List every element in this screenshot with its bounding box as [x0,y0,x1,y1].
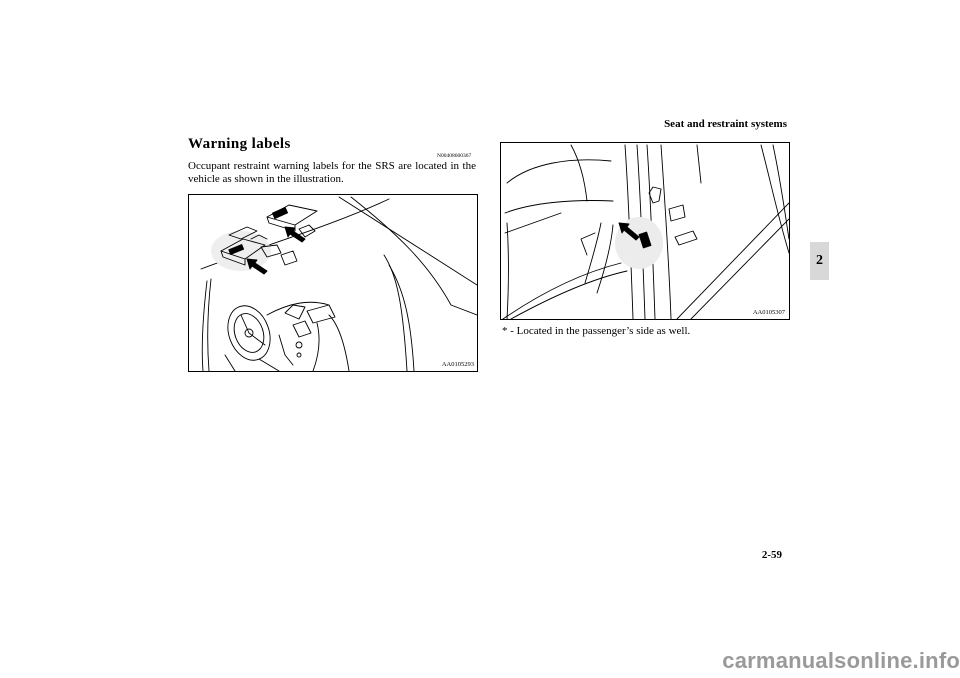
footnote: * - Located in the passenger’s side as well. [502,325,691,337]
watermark: carmanualsonline.info [722,648,960,673]
chapter-tab [810,242,829,280]
section-code: N00408600367 [437,153,472,159]
body-paragraph: Occupant restraint warning labels for the SRS are located in the vehicle as shown in the illustration. [188,160,476,185]
running-header: Seat and restraint systems [664,118,787,130]
section-title: Warning labels [188,136,291,152]
page-number: 2-59 [761,549,782,561]
figure-door-pillar [500,142,790,320]
figure-dashboard [188,194,478,372]
door-pillar-illustration-icon [501,143,789,319]
dashboard-illustration-icon [189,195,477,371]
figure-code: AA0105293 [441,361,474,368]
chapter-number: 2 [816,253,823,268]
figure-code: AA0105307 [752,309,785,316]
